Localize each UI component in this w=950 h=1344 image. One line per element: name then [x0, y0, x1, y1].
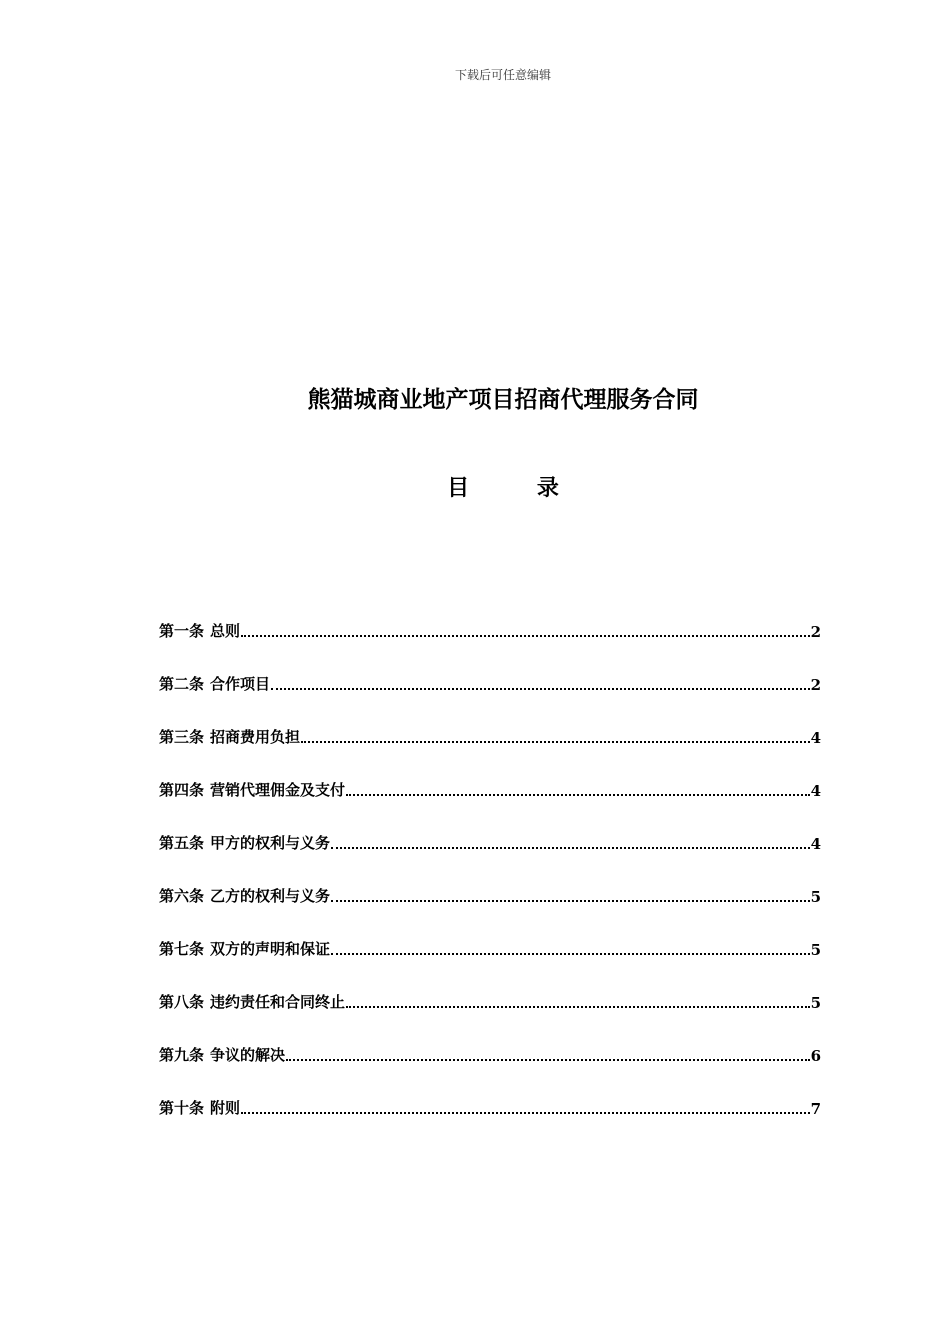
- toc-page-number: 6: [810, 1047, 821, 1065]
- toc-item-title: 双方的声明和保证: [210, 940, 331, 958]
- table-of-contents: [159, 588, 821, 1118]
- dot-leader: [286, 1058, 810, 1061]
- toc-item[interactable]: [159, 747, 821, 800]
- toc-item-title: 附则: [210, 1099, 241, 1117]
- toc-article-number: 第四条: [159, 781, 205, 799]
- toc-heading: 目 录: [447, 476, 589, 501]
- dot-leader: [346, 793, 810, 796]
- toc-article-number: 第一条: [159, 622, 205, 640]
- toc-item-title: 乙方的权利与义务: [210, 887, 331, 905]
- toc-item-title: 甲方的权利与义务: [210, 834, 331, 852]
- toc-item[interactable]: [159, 906, 821, 959]
- toc-page-number: 5: [810, 941, 821, 959]
- toc-item[interactable]: [159, 588, 821, 641]
- toc-item[interactable]: [159, 853, 821, 906]
- toc-article-number: 第五条: [159, 834, 205, 852]
- dot-leader: [346, 1005, 810, 1008]
- toc-item[interactable]: [159, 1065, 821, 1118]
- toc-item[interactable]: [159, 641, 821, 694]
- dot-leader: [301, 740, 810, 743]
- toc-page-number: 4: [810, 782, 821, 800]
- toc-page-number: 2: [810, 623, 821, 641]
- dot-leader: [241, 1111, 810, 1114]
- toc-article-number: 第三条: [159, 728, 205, 746]
- toc-item-title: 合作项目: [210, 675, 271, 693]
- toc-page-number: 4: [810, 729, 821, 747]
- toc-item[interactable]: [159, 800, 821, 853]
- toc-page-number: 5: [810, 888, 821, 906]
- toc-page-number: 2: [810, 676, 821, 694]
- toc-page-number: 5: [810, 994, 821, 1012]
- toc-item-title: 招商费用负担: [210, 728, 301, 746]
- toc-item-title: 争议的解决: [210, 1046, 286, 1064]
- toc-item-title: 违约责任和合同终止: [210, 993, 346, 1011]
- dot-leader: [331, 952, 810, 955]
- toc-item[interactable]: [159, 959, 821, 1012]
- dot-leader: [331, 846, 810, 849]
- toc-article-number: 第八条: [159, 993, 205, 1011]
- toc-article-number: 第九条: [159, 1046, 205, 1064]
- dot-leader: [331, 899, 810, 902]
- toc-page-number: 4: [810, 835, 821, 853]
- toc-article-number: 第十条: [159, 1099, 205, 1117]
- dot-leader: [271, 687, 810, 690]
- toc-item-title: 总则: [210, 622, 241, 640]
- toc-item[interactable]: [159, 694, 821, 747]
- toc-article-number: 第七条: [159, 940, 205, 958]
- document-title: 熊猫城商业地产项目招商代理服务合同: [307, 387, 699, 413]
- dot-leader: [241, 634, 810, 637]
- header-note: 下载后可任意编辑: [454, 68, 551, 82]
- toc-item-title: 营销代理佣金及支付: [210, 781, 346, 799]
- toc-article-number: 第二条: [159, 675, 205, 693]
- toc-article-number: 第六条: [159, 887, 205, 905]
- toc-page-number: 7: [810, 1100, 821, 1118]
- toc-item[interactable]: [159, 1012, 821, 1065]
